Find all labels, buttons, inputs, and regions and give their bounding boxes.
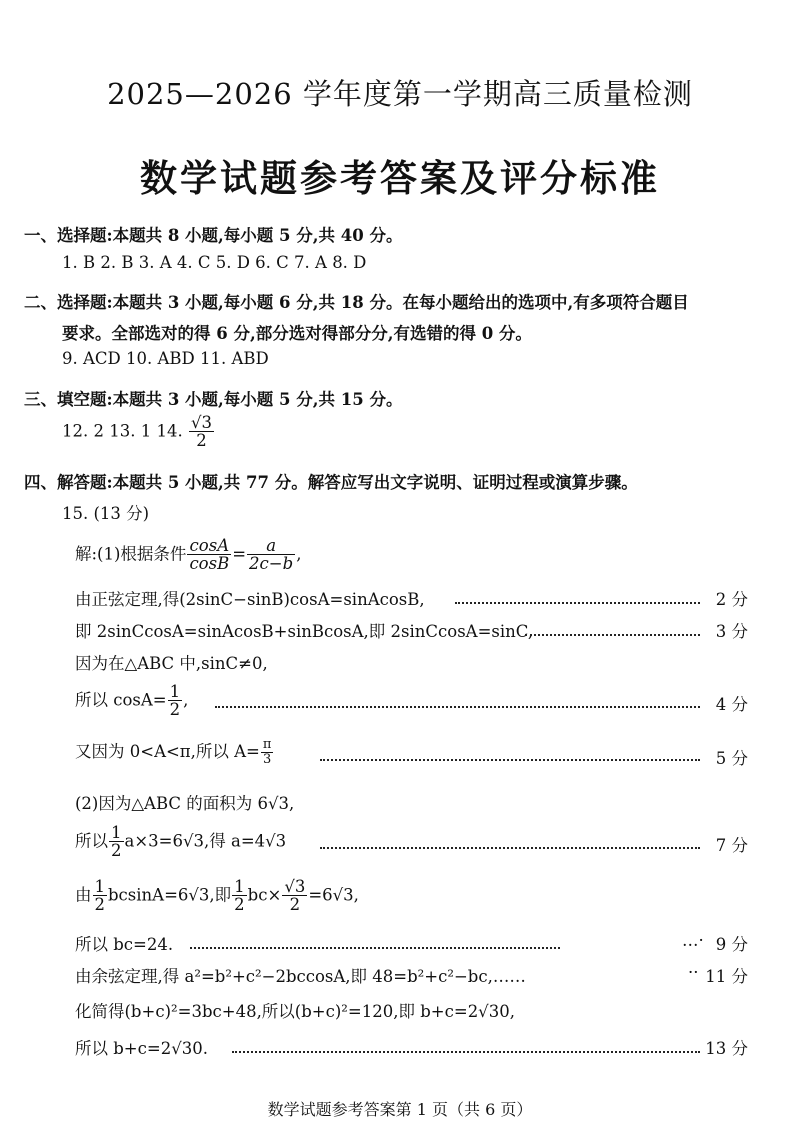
leader-dots — [320, 847, 700, 849]
fraction-denominator: 2 — [289, 895, 301, 915]
section-2-answers: 9. ACD 10. ABD 11. ABD — [62, 349, 269, 368]
fraction-sqrt3-over-2 — [189, 414, 214, 450]
fraction-denominator: 2 — [169, 700, 181, 720]
section-3-heading: 三、填空题:本题共 3 小题,每小题 5 分,共 15 分。 — [24, 390, 403, 409]
section-3-answers-text: 12. 2 13. 1 14. — [62, 421, 183, 441]
solution-line-5 — [75, 683, 188, 719]
question-15-label: 15. (13 分) — [62, 504, 150, 523]
score-label: 2 分 — [715, 590, 748, 609]
fraction-one-half — [109, 824, 124, 860]
section-1-answers: 1. B 2. B 3. A 4. C 5. D 6. C 7. A 8. D — [62, 253, 367, 272]
fraction-one-half — [168, 683, 183, 719]
text: 由 — [75, 885, 92, 905]
text: 所以 — [75, 831, 108, 851]
page-footer: 数学试题参考答案第 1 页（共 6 页） — [267, 1100, 533, 1119]
solution-line-13: 所以 b+c=2√30. — [75, 1039, 208, 1058]
solution-line-11: 由余弦定理,得 a²=b²+c²−2bccosA,即 48=b²+c²−bc,…… — [75, 967, 526, 986]
fraction-numerator: 1 — [234, 877, 245, 896]
fraction-denominator: 2 — [234, 895, 245, 915]
fraction-sqrt3-over-2 — [282, 878, 307, 914]
solution-line-9 — [75, 878, 359, 914]
text: =6√3, — [308, 885, 359, 905]
fraction-numerator: cosA — [187, 537, 231, 555]
fraction-numerator: π — [262, 737, 272, 753]
text: , — [183, 690, 189, 710]
fraction-numerator: √3 — [190, 413, 212, 432]
fraction-denominator: 3 — [263, 752, 272, 767]
fraction-cosA-cosB — [187, 537, 231, 573]
text: bcsinA=6√3,即 — [108, 885, 232, 905]
text: 所以 cosA= — [75, 690, 167, 710]
section-1-heading: 一、选择题:本题共 8 小题,每小题 5 分,共 40 分。 — [24, 226, 403, 245]
fraction-numerator: 1 — [94, 877, 105, 896]
fraction-denominator: 2c−b — [249, 554, 294, 574]
short-dots: …· — [682, 931, 704, 950]
text: 又因为 0<A<π,所以 A= — [75, 742, 260, 761]
solution-line-10: 所以 bc=24. — [75, 935, 174, 954]
score-label: 4 分 — [715, 695, 748, 714]
score-label: 3 分 — [715, 622, 748, 641]
text: a×3=6√3,得 a=4√3 — [124, 831, 287, 851]
leader-dots — [190, 947, 560, 949]
text: = — [232, 544, 247, 564]
fraction-one-half — [93, 878, 108, 914]
solution-line-3: 即 2sinCcosA=sinAcosB+sinBcosA,即 2sinCcosA=sinC, — [75, 622, 534, 641]
text: bc× — [247, 885, 282, 905]
fraction-denominator: cosB — [189, 554, 230, 574]
fraction-numerator: 1 — [111, 823, 122, 842]
fraction-numerator: 1 — [169, 682, 181, 701]
fraction-denominator: 2 — [111, 841, 122, 861]
text: 解:(1)根据条件 — [75, 544, 187, 564]
leader-dots — [455, 602, 700, 604]
solution-line-2: 由正弦定理,得(2sinC−sinB)cosA=sinAcosB, — [75, 590, 425, 609]
leader-dots — [320, 759, 700, 761]
text: , — [296, 544, 302, 564]
leader-dots — [525, 634, 700, 636]
score-label: 13 分 — [705, 1039, 748, 1058]
solution-line-8 — [75, 824, 286, 860]
leader-dots — [215, 706, 700, 708]
solution-line-6 — [75, 738, 274, 767]
exam-title: 2025—2026 学年度第一学期高三质量检测 — [107, 77, 693, 111]
section-2-heading-line2: 要求。全部选对的得 6 分,部分选对得部分分,有选错的得 0 分。 — [62, 324, 532, 343]
section-3-answers — [62, 414, 215, 450]
fraction-pi-over-3 — [261, 738, 274, 766]
fraction-numerator: a — [247, 537, 295, 555]
section-4-heading: 四、解答题:本题共 5 小题,共 77 分。解答应写出文字说明、证明过程或演算步骤。 — [24, 473, 638, 492]
short-dots: ·· — [688, 963, 699, 982]
fraction-one-half — [232, 878, 247, 914]
fraction-denominator: 2 — [94, 895, 105, 915]
score-label: 11 分 — [705, 967, 748, 986]
fraction-numerator: √3 — [284, 877, 306, 896]
solution-line-12: 化简得(b+c)²=3bc+48,所以(b+c)²=120,即 b+c=2√30, — [75, 1002, 515, 1021]
solution-line-1 — [75, 537, 301, 573]
solution-line-7: (2)因为△ABC 的面积为 6√3, — [75, 794, 295, 813]
fraction-a-over-2c-b — [247, 537, 295, 573]
solution-line-4: 因为在△ABC 中,sinC≠0, — [75, 654, 268, 673]
score-label: 5 分 — [715, 749, 748, 768]
leader-dots — [232, 1051, 700, 1053]
score-label: 9 分 — [715, 935, 748, 954]
section-2-heading-line1: 二、选择题:本题共 3 小题,每小题 6 分,共 18 分。在每小题给出的选项中,有多项符合题目 — [24, 293, 689, 312]
fraction-denominator: 2 — [196, 431, 207, 451]
score-label: 7 分 — [715, 836, 748, 855]
answer-key-title: 数学试题参考答案及评分标准 — [140, 156, 660, 200]
